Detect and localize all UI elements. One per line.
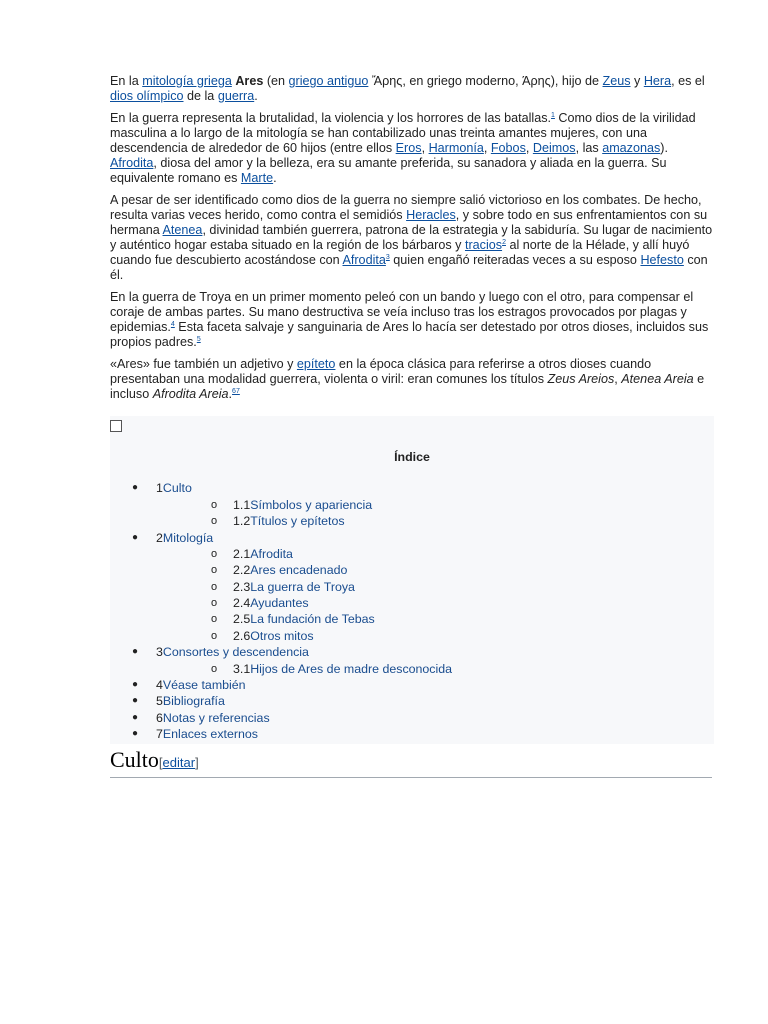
link-tracios[interactable]: tracios — [464, 238, 503, 252]
link-deimos[interactable]: Deimos — [532, 141, 576, 155]
link-afrodita-2[interactable]: Afrodita — [342, 253, 386, 267]
toc-subitem-marker-icon: o — [211, 515, 218, 527]
edit-link[interactable]: editar — [162, 755, 196, 770]
toc-item-link[interactable]: Títulos y epítetos — [250, 514, 345, 528]
toc-bullet-icon: ● — [132, 728, 139, 739]
ref-3[interactable]: 3 — [385, 253, 390, 261]
toc-item[interactable] — [110, 513, 714, 529]
toc-item-number: 6 — [156, 711, 163, 725]
toc-item-link[interactable]: Consortes y descendencia — [162, 645, 309, 659]
toc-item-link[interactable]: Hijos de Ares de madre desconocida — [250, 662, 453, 676]
toc-item-link[interactable]: Enlaces externos — [162, 727, 258, 741]
paragraph-intro: En la mitología griega Ares (en griego antiguo Ἄρης, en griego moderno, Άρης), hijo de Zeus y Hera, es el dios olímpico de la guerra. — [110, 74, 705, 103]
toc-item-link[interactable]: Mitología — [162, 531, 214, 545]
link-heracles[interactable]: Heracles — [406, 208, 456, 222]
toc-item[interactable] — [110, 710, 714, 726]
link-griego-antiguo[interactable]: griego antiguo — [288, 74, 369, 88]
toc-item-number: 3.1 — [233, 662, 251, 676]
link-amazonas[interactable]: amazonas — [602, 141, 661, 155]
toc-item-link[interactable]: La guerra de Troya — [250, 580, 355, 594]
toc-subitem-marker-icon: o — [211, 499, 218, 511]
ref-67[interactable]: 67 — [232, 387, 240, 395]
toc-item[interactable] — [110, 611, 714, 627]
toc-item-link[interactable]: Notas y referencias — [162, 711, 270, 725]
toc-subitem-marker-icon: o — [211, 663, 218, 675]
toc-item-link[interactable]: Culto — [162, 481, 192, 495]
table-of-contents — [110, 416, 714, 744]
toc-item-number: 2.5 — [233, 612, 251, 626]
link-hera[interactable]: Hera — [643, 74, 672, 88]
toc-item[interactable] — [110, 530, 714, 546]
toc-item-link[interactable]: Símbolos y apariencia — [250, 498, 373, 512]
toc-toggle-checkbox[interactable] — [110, 420, 122, 432]
toc-item-link[interactable]: Ayudantes — [250, 596, 309, 610]
toc-subitem-marker-icon: o — [211, 613, 218, 625]
toc-item-number: 2.4 — [233, 596, 251, 610]
toc-item[interactable] — [110, 628, 714, 644]
toc-item-link[interactable]: Bibliografía — [162, 694, 225, 708]
toc-item-number: 4 — [156, 678, 163, 692]
link-zeus[interactable]: Zeus — [602, 74, 631, 88]
paragraph-troya: En la guerra de Troya en un primer momento peleó con un bando y luego con el otro, para compensar el coraje de ambas partes. Su mano destructiva se veía incluso tras los estragos provocados por plagas y epidemias.$^4$ Esta faceta salvaje y sanguinaria de Ares lo hacía ser detestado por otros dioses, incluidos sus propios padres.$^5$ — [110, 290, 709, 349]
toc-bullet-icon: ● — [132, 532, 139, 543]
toc-item-number: 3 — [156, 645, 163, 659]
ref-2[interactable]: 2 — [502, 238, 506, 246]
toc-item-number: 2 — [156, 531, 163, 545]
toc-bullet-icon: ● — [132, 695, 139, 706]
toc-item[interactable] — [110, 497, 714, 513]
toc-item-number: 2.6 — [233, 629, 251, 643]
paragraph-combates: A pesar de ser identificado como dios de la guerra no siempre salió victorioso en los combates. De hecho, resulta varias veces herido, como contra el semidiós Heracles, y sobre todo en sus enfrentamientos con su hermana Atenea, divinidad también guerrera, patrona de la estrategia y la sabiduría. Su lugar de nacimiento y auténtico hogar estaba situado en la región de los bárbaros y tracios$^2$ al norte de la Hélade, y allí huyó cuando fue descubierto acostándose con Afrodita$^3$ quien engañó reiteradas veces a su esposo Hefesto con él. — [110, 193, 713, 282]
toc-bullet-icon: ● — [132, 679, 139, 690]
link-eros[interactable]: Eros — [395, 141, 422, 155]
toc-item-number: 5 — [156, 694, 163, 708]
toc-item-number: 1.2 — [233, 514, 251, 528]
link-harmonia[interactable]: Harmonía — [428, 141, 484, 155]
paragraph-brutalidad: En la guerra representa la brutalidad, la violencia y los horrores de las batallas.$^1$ Como dios de la virilidad masculina a lo largo de la mitología se han contabilizado unas treinta amantes mujeres, con una descendencia de alrededor de 60 hijos (entre ellos Eros, Harmonía, Fobos, Deimos, las amazonas). Afrodita, diosa del amor y la belleza, era su amante preferida, su sanadora y aliada en la guerra. Su equivalente romano es Marte. — [110, 111, 696, 185]
toc-item[interactable] — [110, 644, 714, 660]
toc-item-number: 7 — [156, 727, 163, 741]
toc-item[interactable] — [110, 546, 714, 562]
ref-4[interactable]: 4 — [170, 320, 175, 328]
toc-subitem-marker-icon: o — [211, 548, 218, 560]
toc-item-number: 2.1 — [233, 547, 251, 561]
toc-item-number: 1 — [156, 481, 163, 495]
toc-item[interactable] — [110, 579, 714, 595]
ref-5[interactable]: 5 — [196, 335, 201, 343]
toc-subitem-marker-icon: o — [211, 581, 218, 593]
toc-item[interactable] — [110, 480, 714, 496]
link-guerra[interactable]: guerra — [217, 89, 255, 103]
toc-item-link[interactable]: Otros mitos — [250, 629, 314, 643]
article-subject: Ares — [235, 74, 264, 88]
link-marte[interactable]: Marte — [240, 171, 274, 185]
toc-item-link[interactable]: Ares encadenado — [250, 563, 348, 577]
toc-item[interactable] — [110, 677, 714, 693]
toc-item-link[interactable]: Afrodita — [250, 547, 293, 561]
link-dios-olimpico[interactable]: dios olímpico — [110, 89, 184, 103]
link-epiteto[interactable]: epíteto — [296, 357, 336, 371]
toc-item-link[interactable]: Véase también — [162, 678, 246, 692]
link-hefesto[interactable]: Hefesto — [640, 253, 684, 267]
link-fobos[interactable]: Fobos — [490, 141, 526, 155]
article-body — [110, 74, 714, 744]
toc-subitem-marker-icon: o — [211, 597, 218, 609]
toc-item[interactable] — [110, 726, 714, 742]
toc-bullet-icon: ● — [132, 482, 139, 493]
toc-item[interactable] — [110, 661, 714, 677]
toc-item[interactable] — [110, 693, 714, 709]
link-mitologia-griega[interactable]: mitología griega — [142, 74, 232, 88]
section-heading-culto: Culto[editar] — [110, 746, 712, 778]
toc-title: Índice — [394, 450, 430, 464]
toc-bullet-icon: ● — [132, 712, 139, 723]
toc-item-link[interactable]: La fundación de Tebas — [250, 612, 375, 626]
toc-item[interactable] — [110, 562, 714, 578]
paragraph-epiteto: «Ares» fue también un adjetivo y epíteto en la época clásica para referirse a otros dioses cuando presentaban una modalidad guerrera, violenta o viril: eran comunes los títulos Zeus Areios, Atenea Areia e incluso Afrodita Areia.$^{67}$ — [110, 357, 705, 401]
link-afrodita[interactable]: Afrodita — [110, 156, 154, 170]
link-atenea[interactable]: Atenea — [162, 223, 203, 237]
edit-section-link: [editar] — [158, 755, 199, 770]
toc-subitem-marker-icon: o — [211, 564, 218, 576]
toc-subitem-marker-icon: o — [211, 630, 218, 642]
toc-item-number: 1.1 — [233, 498, 251, 512]
toc-bullet-icon: ● — [132, 646, 139, 657]
toc-item-number: 2.3 — [233, 580, 251, 594]
toc-item[interactable] — [110, 595, 714, 611]
ref-1[interactable]: 1 — [551, 111, 555, 119]
toc-item-number: 2.2 — [233, 563, 251, 577]
